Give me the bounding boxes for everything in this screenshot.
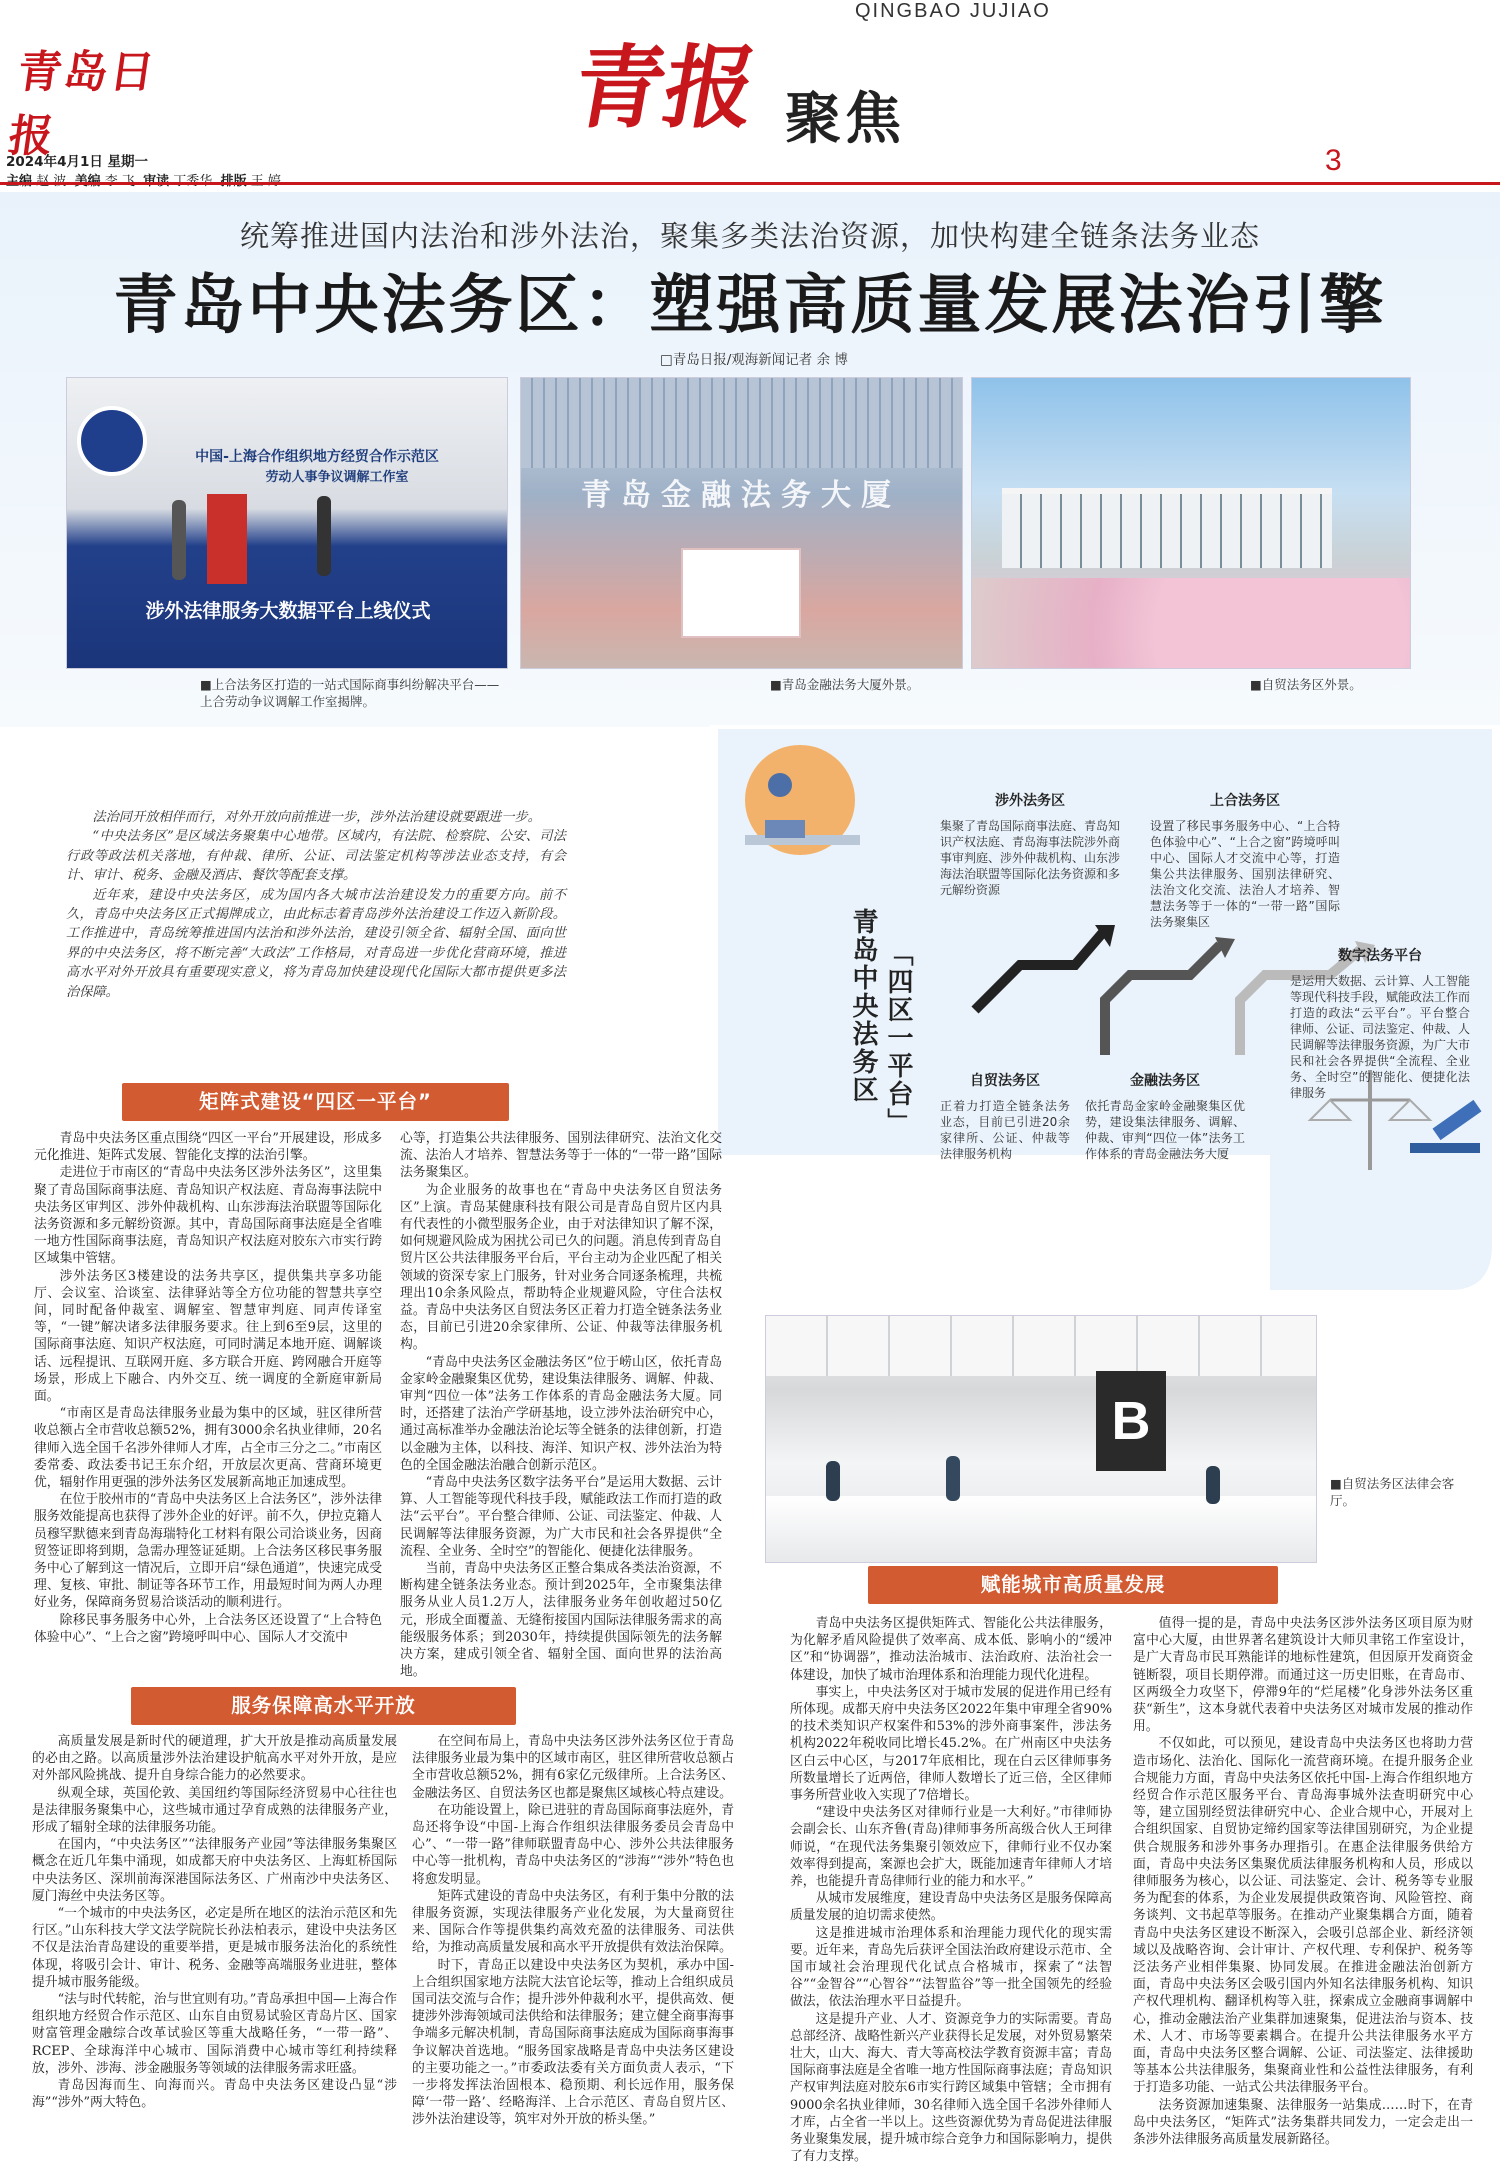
intro-paragraph: 近年来，建设中央法务区，成为国内各大城市法治建设发力的重要方向。前不久，青岛中央法务区正式揭牌成立，由此标志着青岛涉外法治建设工作迈入新阶段。工作推进中，青岛统筹推进国内法治和涉外法治，建设引领全省、辐射全国、面向世界的中央法务区，将不断完善“大政法”工作格局，对青岛进一步优化营商环境，推进高水平对外开放具有重要现实意义，将为青岛加快建设现代化国际大都市提供更多法治保障。 [66,887,566,1000]
photo-banner-text-2: 劳动人事争议调解工作室 [265,470,409,485]
building-sign: 青岛金融法务大厦 [581,478,901,513]
person-figure [172,500,186,580]
building-facade [1002,488,1332,568]
article-column [412,1733,734,2129]
section-logo-calligraphy: 青报 [565,35,765,141]
paragraph: 法务资源加速集聚、法律服务一站集成……时下，在青岛中央法务区，“矩阵式”法务集群共同发力，一定会走出一条涉外法律服务高质量发展新路径。 [1133,2097,1473,2148]
glass-facade [521,378,963,468]
box-body: 设置了移民事务服务中心、“上合特色体验中心”、“上合之窗”跨境呼叫中心、国际人才交流中心等，打造集公共法律服务、国别法律研究、法治文化交流、法治人才培养、智慧法务等于一体的“一带一路”国际法务聚集区 [1150,819,1340,929]
page-number: 3 [1325,144,1342,177]
person-figure [946,1456,960,1501]
paragraph: 在功能设置上，除已进驻的青岛国际商事法庭外，青岛还将争设“中国-上海合作组织法律服务委员会青岛中心”、“一带一路”律师联盟青岛中心、涉外公共法律服务中心等一批机构，青岛中央法务区的“涉海”“涉外”特色也将愈发明显。 [412,1802,734,1887]
section-heading: 矩阵式建设“四区一平台” [122,1083,509,1121]
paragraph: 纵观全球，英国伦敦、美国纽约等国际经济贸易中心往往也是法律服务聚集中心，这些城市通过孕育成熟的法律服务产业，形成了辐射全球的法律服务功能。 [32,1785,397,1836]
illustration-person [768,773,792,797]
box-body: 是运用大数据、云计算、人工智能等现代科技手段，赋能政法工作而打造的政法“云平台”。平台整合律师、公证、司法鉴定、仲裁、人民调解等法律服务资源，为广大市民和社会各界提供“全流程、全业务、全时空”的智能化、便捷化法律服务 [1290,974,1471,1100]
paragraph: 在国内，“中央法务区”“法律服务产业园”等法律服务集聚区概念在近几年集中涌现，如成都天府中央法务区、上海虹桥国际中央法务区、深圳前海深港国际法务区、广州南沙中央法务区、厦门海丝中央法务区等。 [32,1837,397,1904]
section-heading: 服务保障高水平开放 [131,1687,516,1725]
article-column [400,1130,722,1681]
section-logo-jujiao: 聚焦 [785,86,905,152]
photo-finance-building [520,377,963,669]
emblem-icon [77,406,147,476]
article-column [34,1130,382,1646]
photo-legal-lounge [765,1315,1317,1563]
article-title: 青岛中央法务区：塑强高质量发展法治引擎 [113,268,1387,343]
box-body: 集聚了青岛国际商事法庭、青岛知识产权法庭、青岛海事法院涉外商事审判庭、涉外仲裁机构、山东涉海法治联盟等国际化法务资源和多元解纷资源 [940,819,1121,897]
diagram-vertical-title: 青岛中央法务区 [848,908,878,1104]
service-counter [766,1496,1317,1563]
photo-caption: ■自贸法务区外景。 [1250,677,1362,692]
section-heading: 赋能城市高质量发展 [868,1566,1278,1604]
article-column [790,1615,1112,2166]
paragraph: 青岛因海而生、向海而兴。青岛中央法务区建设凸显“涉海”“涉外”两大特色。 [32,2078,397,2111]
lobby-screen [681,548,801,638]
intro-paragraph: 法治同开放相伴而行，对外开放向前推进一步，涉外法治建设就要跟进一步。 [92,810,541,825]
paragraph: 高质量发展是新时代的硬道理，扩大开放是推动高质量发展的必由之路。以高质量涉外法治建设护航高水平对外开放，是应对外部风险挑战、提升自身综合能力的必然要求。 [32,1734,397,1784]
paragraph: “青岛中央法务区金融法务区”位于崂山区，依托青岛金家岭金融聚集区优势，建设集法律服务、调解、仲裁、审判“四位一体”法务工作体系的青岛金融法务大厦。同时，还搭建了法治产学研基地，设立涉外法治研究中心，通过高标准举办金融法治论坛等全链条的法律创新，打造以金融为主体，以科技、海洋、知识产权、涉外法治为特色的全国金融法治融合创新示范区。 [400,1354,722,1473]
diagram-box-digital [1290,945,1470,1101]
paragraph: 不仅如此，可以预见，建设青岛中央法务区也将助力营造市场化、法治化、国际化一流营商环境。在提升服务企业合规能力方面，青岛中央法务区依托中国-上海合作组织地方经贸合作示范区服务平台、青岛海事城外法查明研究中心等，建立国别经贸法律研究中心、企业合规中心，开展对上合组织国家、自贸协定缔约国家等法律国别研究，为企业提供合规服务和涉外事务办理指引。在惠企法律服务供给方面，青岛中央法务区集聚优质法律服务机构和人员，形成以律师服务为核心，以公证、司法鉴定、会计、税务等专业服务为配套的体系，为企业发展提供政策咨询、风险管控、商务谈判、文书起草等服务。在推动产业聚集耦合方面，随着青岛中央法务区建设不断深入，会吸引总部企业、新经济领域以及战略咨询、会计审计、产权代理、专利保护、税务等泛法务产业相伴集聚、协同发展。在推进金融法治创新方面，青岛中央法务区会吸引国内外知名法律服务机构、知识产权代理机构、翻译机构等入驻，探索成立金融商事调解中心，推动金融法治产业集群加速聚集，促进法治与资本、技术、人才、市场等要素耦合。在提升公共法律服务水平方面，青岛中央法务区整合调解、公证、司法鉴定、法律援助等基本公共法律服务，集聚商业性和公益性法律服务，有利于打造多功能、一站式公共法律服务平台。 [1133,1736,1473,2096]
article-byline: □青岛日报/观海新闻记者 余 博 [660,352,848,368]
paragraph: 涉外法务区3楼建设的法务共享区，提供集共享多功能厅、会议室、洽谈室、法律驿站等全方位功能的智慧共享空间，同时配备仲裁室、调解室、智慧审判庭、同声传译室等，“一键”解决诸多法律服务要求。往上到6至9层，这里的国际商事法庭、知识产权法庭，可同时满足本地开庭、调解谈话、远程提讯、互联网开庭、多方联合开庭、跨网融合开庭等场景，形成上下融合、内外交互、统一调度的全新庭审新局面。 [34,1268,382,1405]
paragraph: 在位于胶州市的“青岛中央法务区上合法务区”，涉外法律服务效能提高也获得了涉外企业的好评。前不久，伊拉克籍人员穆罕默德来到青岛海瑞特化工材料有限公司洽谈业务，因商贸签证即将到期，急需办理签证延期。上合法务区移民事务服务中心了解到这一情况后，立即开启“绿色通道”，快速完成受理、复核、审批、制证等各环节工作，用最短时间为两人办理好业务，保障商务贸易洽谈活动的顺利进行。 [34,1492,382,1611]
paragraph: 除移民事务服务中心外，上合法务区还设置了“上合特色体验中心”、“上合之窗”跨境呼叫中心、国际人才交流中 [34,1612,382,1645]
diagram-box-foreign [940,790,1120,898]
article-column [1133,1615,1473,2148]
paragraph: “建设中央法务区对律师行业是一大利好。”市律师协会副会长、山东齐鲁(青岛)律师事务所高级合伙人王珂律师说，“在现代法务集聚引领效应下，律师行业不仅办案效率得到提高，案源也会扩大，既能加速青年律师人才培养，也能提升青岛律师行业的能力和水平。” [790,1805,1112,1890]
paragraph: 这是提升产业、人才、资源竞争力的实际需要。青岛总部经济、战略性新兴产业获得长足发展，对外贸易繁荣壮大，山大、海大、青大等高校法学教育资源丰富；青岛国际商事法庭是全省唯一地方性国际商事法庭；青岛知识产权审判法庭对胶东6市实行跨区域集中管辖；全市拥有9000余名执业律师，30名律师入选全国千名涉外律师人才库，占全省一半以上。这些资源优势为青岛促进法律服务业聚集发展，提升城市综合竞争力和国际影响力，提供了有力支撑。 [790,2011,1112,2165]
paragraph: 青岛中央法务区提供矩阵式、智能化公共法律服务，为化解矛盾风险提供了效率高、成本低、影响小的“缓冲区”和“协调器”，推动法治城市、法治政府、法治社会一体建设，加快了城市治理体系和治理能力现代化进程。 [790,1616,1112,1683]
box-title: 金融法务区 [1130,1073,1200,1089]
photo-signing-ceremony [66,377,508,669]
paragraph: 心等，打造集公共法律服务、国别法律研究、法治文化交流、法治人才培养、智慧法务等于一体的“一带一路”国际法务聚集区。 [400,1131,722,1181]
unveil-curtain [207,494,247,584]
paragraph: 从城市发展维度，建设青岛中央法务区是服务保障高质量发展的迫切需求使然。 [790,1891,1112,1924]
paragraph: “市南区是青岛法律服务业最为集中的区域，驻区律所营收总额占全市营收总额52%，拥有3000余名执业律师，20名律师入选全国千名涉外律师人才库，占全市三分之二。”市南区委常委、政法委书记王东介绍，开放层次更高、营商环境更优，辐射作用更强的涉外法务区发展新高地正加速成型。 [34,1406,382,1491]
diagram-box-ftz [940,1070,1070,1162]
newspaper-logo: 青岛日报 [5,47,160,162]
editor-credits [6,170,526,189]
paragraph: 值得一提的是，青岛中央法务区涉外法务区项目原为财富中心大厦，由世界著名建筑设计大师贝聿铭工作室设计，是广大青岛市民耳熟能详的地标性建筑，但因原开发商资金链断裂，项目长期停滞。而通过这一历史旧账，在青岛市、区两级全力攻坚下，停滞9年的“烂尾楼”化身涉外法务区重获“新生”，这本身就代表着中央法务区对城市发展的推动作用。 [1133,1616,1473,1735]
box-body: 正着力打造全链条法务业态，目前已引进20余家律所、公证、仲裁等法律服务机构 [940,1099,1070,1161]
paragraph: 为企业服务的故事也在“青岛中央法务区自贸法务区”上演。青岛某健康科技有限公司是青岛自贸片区内具有代表性的小微型服务企业，由于对法律知识了解不深，如何规避风险成为困扰公司已久的问题。消息传到青岛自贸片区公共法律服务平台后，平台主动为企业匹配了相关领域的资深专家上门服务，针对业务合同逐条梳理，共梳理出10余条风险点，帮助特企业规避风险，守住合法权益。青岛中央法务区自贸法务区正着力打造全链条法务业态，目前已引进20余家律所、公证、仲裁等法律服务机构。 [400,1182,722,1353]
paragraph: 矩阵式建设的青岛中央法务区，有利于集中分散的法律服务资源，实现法律服务产业化发展，为大量商贸往来、国际合作等提供集约高效充盈的法律服务、司法供给，为推动高质量发展和高水平开放提供有效法治保障。 [412,1888,734,1956]
box-title: 自贸法务区 [970,1073,1040,1089]
paragraph: 青岛中央法务区重点围绕“四区一平台”开展建设，形成多元化推进、矩阵式发展、智能化支撑的法治引擎。 [34,1131,382,1164]
article-column [32,1733,397,2111]
article-intro [66,808,566,1002]
paragraph: 这是推进城市治理体系和治理能力现代化的现实需要。近年来，青岛先后获评全国法治政府建设示范市、全国市域社会治理现代化试点合格城市，探索了“法智谷”“金智谷”“心智谷”“法智监谷”等一批全国领先的经验做法，依法治理水平日益提升。 [790,1925,1112,2010]
person-figure [1206,1466,1220,1504]
photo-free-trade-zone [971,377,1411,669]
person-figure [317,496,331,576]
box-title: 上合法务区 [1210,793,1280,809]
box-title: 数字法务平台 [1338,948,1422,964]
photo-screen-text: 涉外法律服务大数据平台上线仪式 [145,600,431,622]
ceiling-lights [766,1316,1317,1376]
gavel-base-icon [1410,1143,1480,1153]
box-body: 依托青岛金家岭金融聚集区优势，建设集法律服务、调解、仲裁、审判“四位一体”法务工作体系的青岛金融法务大厦 [1085,1099,1245,1161]
person-figure [826,1461,840,1501]
illustration-laptop [765,820,805,838]
photo-caption: ■青岛金融法务大厦外景。 [770,677,920,692]
photo-caption: ■自贸法务区法律会客厅。 [1330,1476,1455,1508]
diagram-box-finance [1085,1070,1245,1162]
article-subtitle: 统筹推进国内法治和涉外法治，聚集多类法治资源，加快构建全链条法务业态 [239,219,1260,253]
zone-letter-sign: B [1096,1371,1166,1471]
paragraph: 时下，青岛正以建设中央法务区为契机，承办中国-上合组织国家地方法院大法官论坛等，推动上合组织成员国司法交流与合作；提升涉外仲裁利水平，提供高效、便捷涉外涉海领域司法供给和法律服务；建立健全商事海事争端多元解决机制，青岛国际商事法庭成为国际商事海事争议解决首选地。“服务国家战略是青岛中央法务区建设的主要功能之一。”市委政法委有关方面负责人表示，“下一步将发挥法治固根本、稳预期、利长远作用，服务保障‘一带一路’、经略海洋、上合示范区、青岛自贸片区、涉外法治建设等，筑牢对外开放的桥头堡。” [412,1957,734,2128]
diagram-vertical-subtitle: 「四区一平台」 [883,940,913,1136]
photo-caption: ■上合法务区打造的一站式国际商事纠纷解决平台——上合劳动争议调解工作室揭牌。 [200,677,500,709]
paragraph: “法与时代转舵，治与世宜则有功。”青岛承担中国—上海合作组织地方经贸合作示范区、山东自由贸易试验区青岛片区、国家财富管理金融综合改革试验区等重大战略任务，“一带一路”、RCEP、全球海洋中心城市、国际消费中心城市等红利持续释放，涉外、涉海、涉金融服务等领域的法律服务需求旺盛。 [32,1992,397,2076]
masthead-pinyin: QINGBAO JUJIAO [855,0,1051,22]
paragraph: “青岛中央法务区数字法务平台”是运用大数据、云计算、人工智能等现代科技手段，赋能政法工作而打造的政法“云平台”。平台整合律师、公证、司法鉴定、仲裁、人民调解等法律服务资源，为广大市民和社会各界提供“全流程、全业务、全时空”的智能化、便捷化法律服务。 [400,1475,722,1559]
header-rule [0,182,1500,185]
issue-date: 2024年4月1日 星期一 [6,154,149,170]
paragraph: 事实上，中央法务区对于城市发展的促进作用已经有所体现。成都天府中央法务区2022年集中审理全省90%的技术类知识产权案件和53%的涉外商事案件，涉法务机构2022年税收同比增长45.2%。在广州南区中央法务区白云中心区，与2017年底相比，现在白云区律师事务所数量增长了近两倍，律师人数增长了近三倍，全区律师事务所营业收入实现了7倍增长。 [790,1684,1112,1804]
blossom-trees [972,578,1411,669]
box-title: 涉外法务区 [995,793,1065,809]
paragraph: 走进位于市南区的“青岛中央法务区涉外法务区”，这里集聚了青岛国际商事法庭、青岛知识产权法庭、青岛海事法院中央法务区审判区、涉外仲裁机构、山东涉海法治联盟等国际化法务资源和多元解纷资源。其中，青岛国际商事法庭是全省唯一地方性国际商事法庭，青岛知识产权法庭对胶东六市实行跨区域集中管辖。 [34,1165,382,1267]
photo-banner-text: 中国-上海合作组织地方经贸合作示范区 [195,449,439,465]
intro-paragraph: “中央法务区”是区域法务聚集中心地带。区域内，有法院、检察院、公安、司法行政等政法机关落地，有仲裁、律所、公证、司法鉴定机构等涉法业态支持，有会计、审计、税务、金融及酒店、餐饮等配套支撑。 [66,829,566,884]
diagram-box-sco [1150,790,1340,930]
paragraph: 在空间布局上，青岛中央法务区涉外法务区位于青岛法律服务业最为集中的区域市南区，驻区律所营收总额占全市营收总额52%，拥有6家亿元级律所。上合法务区、金融法务区、自贸法务区也都是聚焦区域核心特点建设。 [412,1734,734,1801]
paragraph: 当前，青岛中央法务区正整合集成各类法治资源，不断构建全链条法务业态。预计到2025年，全市聚集法律服务从业人员1.2万人，法律服务业务年创收超过50亿元，形成全面覆盖、无缝衔接国内国际法律服务需求的高能级服务体系；到2030年，持续提供国际领先的法务解决方案，建成引领全省、辐射全国、面向世界的法治高地。 [400,1561,722,1680]
paragraph: “一个城市的中央法务区，必定是所在地区的法治示范区和先行区。”山东科技大学文法学院院长孙法柏表示，建设中央法务区不仅是法治青岛建设的重要举措，更是城市服务法治化的系统性体现，将吸引会计、审计、税务、金融等高端服务业进驻，整体提升城市服务能级。 [32,1906,397,1990]
